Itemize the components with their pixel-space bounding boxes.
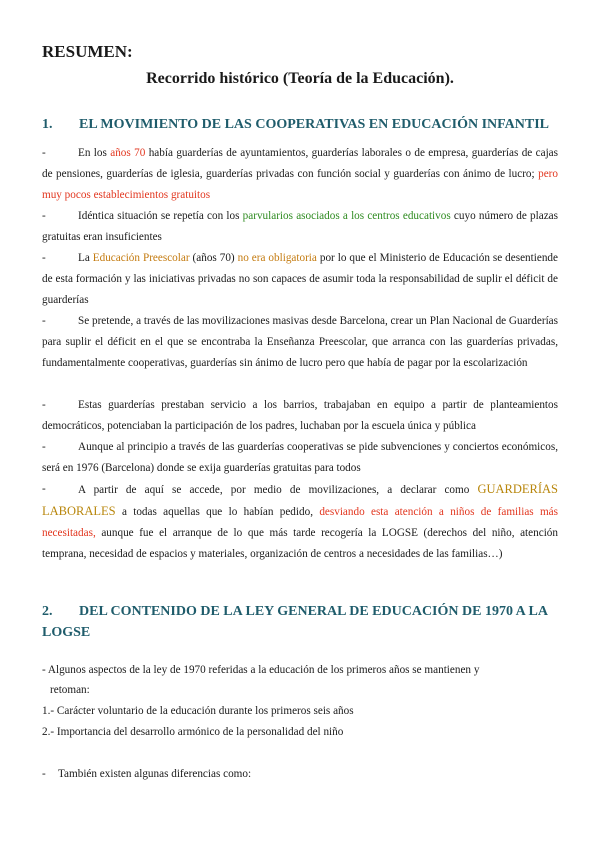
bullet-dash: - bbox=[42, 399, 46, 411]
section-1-number: 1. bbox=[42, 117, 53, 132]
section-2-heading bbox=[42, 601, 562, 643]
section-1-heading bbox=[42, 114, 562, 135]
list-item-differences bbox=[42, 764, 251, 785]
section-2-title: DEL CONTENIDO DE LA LEY GENERAL DE EDUCACIÓN DE 1970 A LA LOGSE bbox=[42, 604, 548, 640]
point-2: 2.- Importancia del desarrollo armónico de la personalidad del niño bbox=[42, 726, 344, 738]
section-2-intro-cont: retoman: bbox=[50, 684, 90, 696]
list-item bbox=[42, 248, 558, 311]
highlight-desviando: desviando esta atención a niños de familias más necesitadas, bbox=[42, 506, 558, 539]
list-item bbox=[42, 395, 558, 437]
document-subtitle: Recorrido histórico (Teoría de la Educación). bbox=[146, 70, 454, 87]
list-item bbox=[42, 479, 558, 565]
bullet-dash: - bbox=[42, 252, 46, 264]
list-item-text: Aunque al principio a través de las guarderías cooperativas se pide subvenciones y conciertos económicos, será en 1976 (Barcelona) donde se exija guarderías gratuitas para todos bbox=[42, 441, 558, 474]
bullet-dash: - bbox=[42, 483, 46, 495]
bullet-dash: - bbox=[42, 147, 46, 159]
highlight-guarderias-laborales: GUARDERÍAS LABORALES bbox=[42, 482, 558, 518]
highlight-not-mandatory: no era obligatoria bbox=[237, 252, 317, 264]
highlight-few-free: pero muy pocos establecimientos gratuitos bbox=[42, 168, 558, 201]
highlight-years: años 70 bbox=[110, 147, 146, 159]
list-item bbox=[42, 311, 558, 374]
list-item bbox=[42, 206, 558, 248]
bullet-dash: - bbox=[42, 315, 46, 327]
list-item-text: Estas guarderías prestaban servicio a los barrios, trabajaban en equipo a partir de planteamientos democráticos, potenciaban la participación de los padres, luchaban por la escuela única y pública bbox=[42, 399, 558, 432]
bullet-dash: - bbox=[42, 768, 46, 780]
bullet-dash: - bbox=[42, 210, 46, 222]
resumen-label: RESUMEN: bbox=[42, 42, 133, 61]
differences-text: También existen algunas diferencias como: bbox=[58, 768, 252, 780]
section-2-intro: - Algunos aspectos de la ley de 1970 referidas a la educación de los primeros años se mantienen y bbox=[42, 664, 480, 676]
list-item-text: A partir de aquí se accede, por medio de movilizaciones, a declarar como GUARDERÍAS LABORALES a todas aquellas que lo habían pedido, desviando esta atención a niños de familias más necesitadas, aunque fue el arranque de lo que más tarde recogería la LOGSE (derechos del niño, atención temprana, necesidad de espacios y materiales, organización de centros a necesidades de las familias…) bbox=[42, 482, 558, 560]
list-item-text: En los años 70 había guarderías de ayuntamientos, guarderías laborales o de empresa, guarderías de cajas de pensiones, guarderías de iglesia, guarderías privadas con función social y guarderías con ánimo de lucro; pero muy pocos establecimientos gratuitos bbox=[42, 147, 558, 201]
highlight-parvularios: parvularios asociados a los centros educativos bbox=[242, 210, 451, 222]
section-2-number: 2. bbox=[42, 604, 53, 619]
section-1-title: EL MOVIMIENTO DE LAS COOPERATIVAS EN EDUCACIÓN INFANTIL bbox=[79, 117, 549, 132]
list-item bbox=[42, 437, 558, 479]
bullet-dash: - bbox=[42, 441, 46, 453]
list-item-text: La Educación Preescolar (años 70) no era obligatoria por lo que el Ministerio de Educación se desentiende de esta formación y las iniciativas privadas no son capaces de asumir toda la responsabilidad de suplir el déficit de guarderías bbox=[42, 252, 558, 306]
list-item-text: Se pretende, a través de las movilizaciones masivas desde Barcelona, crear un Plan Nacional de Guarderías para suplir el déficit en el que se encontraba la Enseñanza Preescolar, que arranca con las guarderías privadas, fundamentalmente cooperativas, guarderías sin ánimo de lucro pero que había de pagar por la escolarización bbox=[42, 315, 558, 369]
point-1: 1.- Carácter voluntario de la educación durante los primeros seis años bbox=[42, 705, 354, 717]
list-item-text: Idéntica situación se repetía con los parvularios asociados a los centros educativos cuyo número de plazas gratuitas eran insuficientes bbox=[42, 210, 558, 243]
highlight-preescolar: Educación Preescolar bbox=[92, 252, 190, 264]
list-item bbox=[42, 143, 558, 206]
